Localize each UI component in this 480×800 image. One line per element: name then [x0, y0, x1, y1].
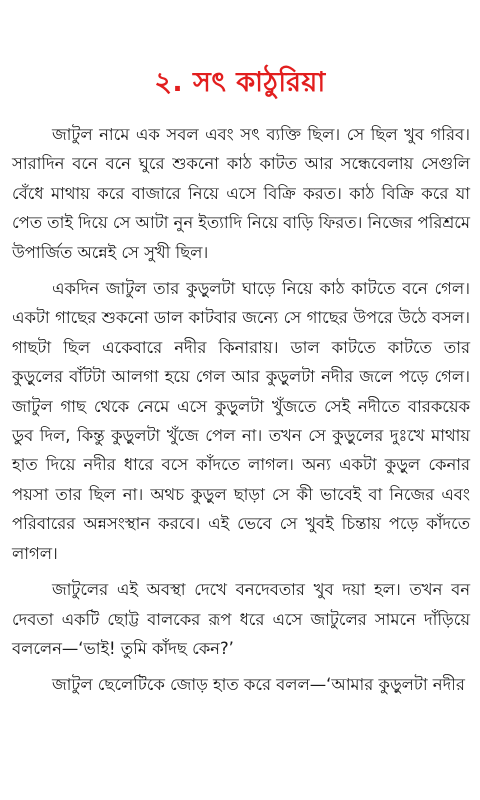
chapter-title: ২. সৎ কাঠুরিয়া [154, 67, 326, 98]
paragraph-4: জাটুল ছেলেটিকে জোড় হাত করে বলল—‘আমার কুড়ুলটা নদীর [52, 675, 465, 695]
paragraph-3: জাটুলের এই অবস্থা দেখে বনদেবতার খুব দয়া হল। তখন বন দেবতা একটি ছোট্ট বালকের রূপ ধরে এসে জাটুলের সামনে দাঁড়িয়ে বললেন—‘ভাই! তুমি কাঁদছ কেন?’ [12, 580, 470, 658]
paragraph-2: একদিন জাটুল তার কুড়ুলটা ঘাড়ে নিয়ে কাঠ কাটতে বনে গেল। একটা গাছের শুকনো ডাল কাটবার জন্যে সে গাছের উপরে উঠে বসল। গাছটা ছিল একেবারে নদীর কিনারায়। ডাল কাটতে কাটতে তার কুড়ুলের বাঁটটা আলগা হয়ে গেল আর কুড়ুলটা নদীর জলে পড়ে গেল। জাটুল গাছ থেকে নেমে এসে কুড়ুলটা খুঁজতে সেই নদীতে বারকয়েক ডুব দিল, কিন্তু কুড়ুলটা খুঁজে পেল না। তখন সে কুড়ুলের দুঃখে মাথায় হাত দিয়ে নদীর ধারে বসে কাঁদতে লাগল। অন্য একটা কুড়ুল কেনার পয়সা তার ছিল না। অথচ কুড়ুল ছাড়া সে কী ভাবেই বা নিজের এবং পরিবারের অন্নসংস্থান করবে। এই ভেবে সে খুবই চিন্তায় পড়ে কাঁদতে লাগল। [12, 279, 470, 563]
chapter-body [12, 120, 470, 707]
paragraph-1: জাটুল নামে এক সবল এবং সৎ ব্যক্তি ছিল। সে ছিল খুব গরিব। সারাদিন বনে বনে ঘুরে শুকনো কাঠ কাটত আর সন্ধেবেলায় সেগুলি বেঁধে মাথায় করে বাজারে নিয়ে এসে বিক্রি করত। কাঠ বিক্রি করে যা পেত তাই দিয়ে সে আটা নুন ইত্যাদি নিয়ে বাড়ি ফিরত। নিজের পরিশ্রমে উপার্জিত অন্নেই সে সুখী ছিল। [12, 125, 470, 262]
